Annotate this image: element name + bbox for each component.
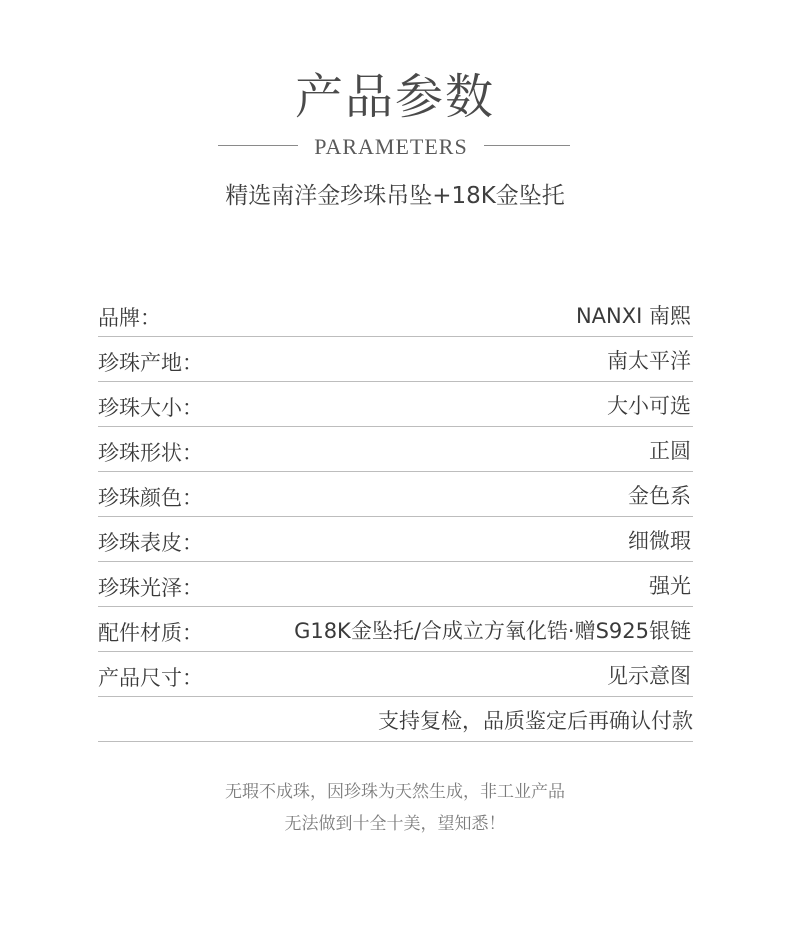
- param-row-surface: [98, 517, 693, 562]
- param-label: 珍珠形状：: [98, 441, 203, 465]
- param-label: 珍珠产地：: [98, 351, 203, 375]
- param-value: 大小可选: [607, 394, 691, 418]
- param-value: 强光: [649, 574, 691, 598]
- parameters-table: [98, 292, 693, 742]
- param-value: 金色系: [628, 484, 691, 508]
- param-row-luster: [98, 562, 693, 607]
- param-value: 正圆: [649, 439, 691, 463]
- param-label: 珍珠大小：: [98, 396, 203, 420]
- param-row-size: [98, 382, 693, 427]
- divider-line-right: [484, 145, 570, 146]
- param-row-dimensions: [98, 652, 693, 697]
- divider-line-left: [218, 145, 298, 146]
- subtitle-row: [0, 132, 790, 162]
- param-row-origin: [98, 337, 693, 382]
- param-row-color: [98, 472, 693, 517]
- footer-note-line2: 无法做到十全十美，望知悉！: [284, 814, 506, 834]
- recheck-note: 支持复检，品质鉴定后再确认付款: [378, 709, 693, 733]
- param-label: 珍珠表皮：: [98, 531, 203, 555]
- param-label: 产品尺寸：: [98, 666, 203, 690]
- product-name: 精选南洋金珍珠吊坠+18K金坠托: [225, 183, 565, 209]
- page-title: 产品参数: [294, 69, 495, 125]
- param-value: 细微瑕: [628, 529, 691, 553]
- param-row-brand: [98, 292, 693, 337]
- param-value: 见示意图: [607, 664, 691, 688]
- param-label: 珍珠颜色：: [98, 486, 203, 510]
- param-row-material: [98, 607, 693, 652]
- param-value: G18K金坠托/合成立方氧化锆·赠S925银链: [294, 619, 691, 643]
- param-row-recheck-note: [98, 697, 693, 742]
- param-label: 配件材质：: [98, 621, 203, 645]
- param-row-shape: [98, 427, 693, 472]
- param-value: 南太平洋: [607, 349, 691, 373]
- subtitle-parameters: PARAMETERS: [314, 134, 468, 159]
- param-label: 品牌：: [98, 306, 161, 330]
- param-value: NANXI 南熙: [575, 304, 691, 328]
- param-label: 珍珠光泽：: [98, 576, 203, 600]
- footer-note-line1: 无瑕不成珠，因珍珠为天然生成，非工业产品: [225, 782, 565, 802]
